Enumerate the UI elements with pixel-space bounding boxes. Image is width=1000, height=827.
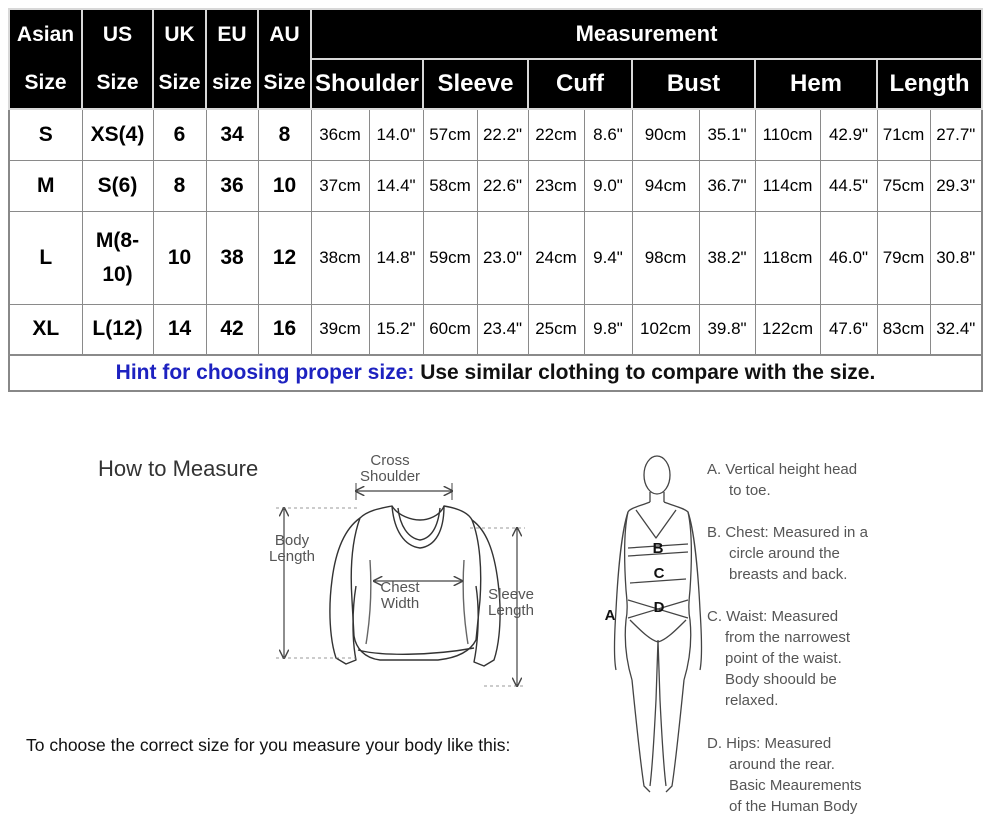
cell-us-size: S(6): [82, 160, 153, 211]
note-a: A. Vertical height head to toe.: [707, 461, 858, 499]
cell-asian-size: XL: [9, 304, 82, 355]
cell-hem-cm: 118cm: [755, 211, 820, 304]
cell-uk-size: 14: [153, 304, 206, 355]
human-body-icon: [615, 456, 702, 792]
cell-shoulder-in: 15.2": [369, 304, 423, 355]
chest-width-label: Chest Width: [380, 579, 420, 612]
cell-au-size: 8: [258, 109, 311, 160]
cell-sleeve-cm: 58cm: [423, 160, 477, 211]
cell-length-cm: 83cm: [877, 304, 930, 355]
cell-bust-in: 35.1": [699, 109, 755, 160]
header-bust: Bust: [632, 59, 755, 109]
cell-uk-size: 10: [153, 211, 206, 304]
cell-hem-cm: 110cm: [755, 109, 820, 160]
cell-sleeve-in: 23.0": [477, 211, 528, 304]
size-chart-table: [8, 8, 983, 392]
cell-eu-size: 34: [206, 109, 258, 160]
header-asian-size: Asian Size: [9, 9, 82, 109]
cell-length-cm: 75cm: [877, 160, 930, 211]
marker-d: D: [653, 599, 665, 616]
cell-sleeve-cm: 57cm: [423, 109, 477, 160]
cell-shoulder-in: 14.8": [369, 211, 423, 304]
cell-asian-size: S: [9, 109, 82, 160]
table-row: [9, 109, 982, 160]
cell-shoulder-cm: 37cm: [311, 160, 369, 211]
cell-cuff-cm: 25cm: [528, 304, 584, 355]
cell-cuff-cm: 22cm: [528, 109, 584, 160]
hint-cell: [9, 355, 982, 391]
cell-uk-size: 6: [153, 109, 206, 160]
cell-hem-cm: 114cm: [755, 160, 820, 211]
body-length-label: Body Length: [269, 532, 315, 565]
note-d: D. Hips: Measured around the rear. Basic Meaurements of the Human Body: [707, 735, 862, 815]
cell-au-size: 16: [258, 304, 311, 355]
cell-length-in: 27.7": [930, 109, 982, 160]
cell-bust-cm: 90cm: [632, 109, 699, 160]
cell-length-in: 29.3": [930, 160, 982, 211]
cell-length-in: 30.8": [930, 211, 982, 304]
cell-bust-in: 38.2": [699, 211, 755, 304]
cell-eu-size: 42: [206, 304, 258, 355]
table-row: [9, 160, 982, 211]
cell-au-size: 10: [258, 160, 311, 211]
cell-us-size: L(12): [82, 304, 153, 355]
cell-us-size: XS(4): [82, 109, 153, 160]
hint-row: [9, 355, 982, 391]
measure-instruction: To choose the correct size for you measure your body like this:: [26, 735, 511, 755]
header-uk-size: UK Size: [153, 9, 206, 109]
marker-c: C: [653, 565, 665, 582]
cell-sleeve-in: 22.2": [477, 109, 528, 160]
hint-label: Hint for choosing proper size:: [115, 361, 415, 384]
cell-bust-in: 39.8": [699, 304, 755, 355]
cell-length-cm: 71cm: [877, 109, 930, 160]
cell-length-in: 32.4": [930, 304, 982, 355]
cell-cuff-in: 8.6": [584, 109, 632, 160]
header-cuff: Cuff: [528, 59, 632, 109]
hint-text: Use similar clothing to compare with the size.: [420, 361, 876, 384]
table-row: [9, 211, 982, 304]
cell-bust-cm: 102cm: [632, 304, 699, 355]
header-measurement: Measurement: [311, 9, 982, 59]
cell-shoulder-in: 14.0": [369, 109, 423, 160]
cell-bust-cm: 98cm: [632, 211, 699, 304]
cell-sleeve-cm: 59cm: [423, 211, 477, 304]
cell-eu-size: 36: [206, 160, 258, 211]
cell-cuff-cm: 23cm: [528, 160, 584, 211]
cell-cuff-in: 9.8": [584, 304, 632, 355]
header-us-size: US Size: [82, 9, 153, 109]
cell-sleeve-in: 23.4": [477, 304, 528, 355]
header-shoulder: Shoulder: [311, 59, 423, 109]
table-row: [9, 304, 982, 355]
cell-bust-cm: 94cm: [632, 160, 699, 211]
cell-shoulder-cm: 38cm: [311, 211, 369, 304]
header-au-size: AU Size: [258, 9, 311, 109]
cell-shoulder-cm: 36cm: [311, 109, 369, 160]
cell-hem-in: 44.5": [820, 160, 877, 211]
cell-sleeve-cm: 60cm: [423, 304, 477, 355]
cell-us-size: M(8-10): [82, 211, 153, 304]
cell-shoulder-in: 14.4": [369, 160, 423, 211]
cell-hem-in: 42.9": [820, 109, 877, 160]
cell-cuff-cm: 24cm: [528, 211, 584, 304]
header-hem: Hem: [755, 59, 877, 109]
cell-cuff-in: 9.0": [584, 160, 632, 211]
cell-sleeve-in: 22.6": [477, 160, 528, 211]
cell-hem-in: 46.0": [820, 211, 877, 304]
cell-au-size: 12: [258, 211, 311, 304]
header-sleeve: Sleeve: [423, 59, 528, 109]
cell-hem-cm: 122cm: [755, 304, 820, 355]
how-to-measure-title: How to Measure: [98, 456, 259, 481]
marker-b: B: [652, 540, 664, 557]
cell-hem-in: 47.6": [820, 304, 877, 355]
cell-uk-size: 8: [153, 160, 206, 211]
marker-a: A: [604, 607, 616, 624]
header-eu-size: EU size: [206, 9, 258, 109]
cell-shoulder-cm: 39cm: [311, 304, 369, 355]
header-length: Length: [877, 59, 982, 109]
cell-bust-in: 36.7": [699, 160, 755, 211]
cell-cuff-in: 9.4": [584, 211, 632, 304]
cell-asian-size: L: [9, 211, 82, 304]
sleeve-length-label: Sleeve Length: [488, 586, 534, 619]
cell-eu-size: 38: [206, 211, 258, 304]
note-b: B. Chest: Measured in a circle around the breasts and back.: [707, 524, 868, 583]
cross-shoulder-label: Cross Shoulder: [360, 452, 421, 485]
note-c: C. Waist: Measured from the narrowest point of the waist. Body shoould be relaxed.: [707, 608, 851, 709]
cell-asian-size: M: [9, 160, 82, 211]
cell-length-cm: 79cm: [877, 211, 930, 304]
